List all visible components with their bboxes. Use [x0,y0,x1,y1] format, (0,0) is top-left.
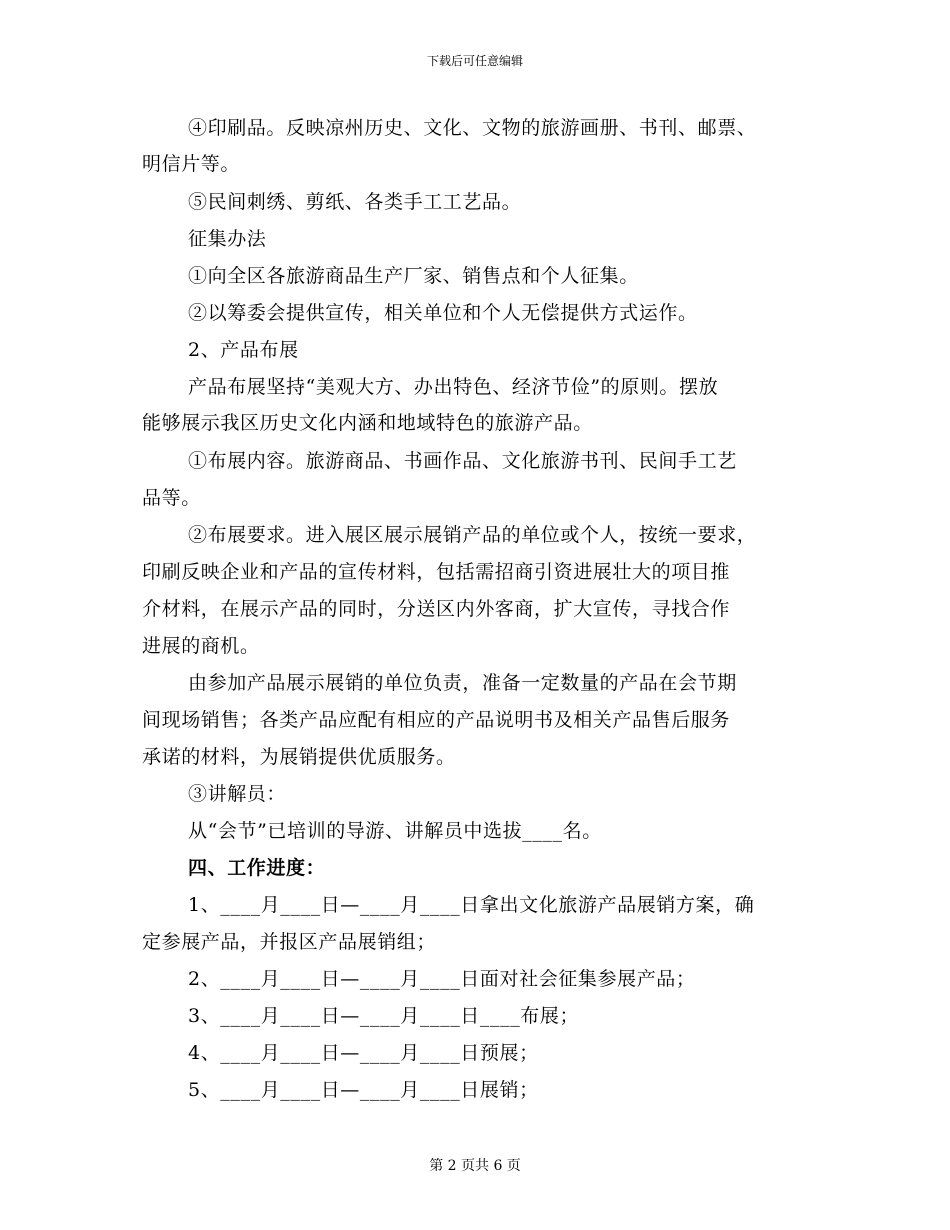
text-line: 品等。 [142,487,201,509]
schedule-item-4: 4、____月____日—____月____日预展； [188,1042,539,1064]
list-item-printed-matter: ④印刷品。反映凉州历史、文化、文物的旅游画册、书刊、邮票、 [188,117,757,139]
schedule-item-3: 3、____月____日—____月____日____布展； [188,1005,580,1027]
section-heading-collection: 征集办法 [188,228,267,250]
paragraph-line: 承诺的材料，为展销提供优质服务。 [142,746,456,768]
page-footer: 第 2 页共 6 页 [429,1158,521,1174]
schedule-item-5: 5、____月____日—____月____日展销； [188,1079,539,1101]
list-item-collection-1: ①向全区各旅游商品生产厂家、销售点和个人征集。 [188,265,639,287]
page-header: 下载后可任意编辑 [426,54,523,68]
section-heading-product-display: 2、产品布展 [188,339,299,361]
list-item-collection-2: ②以筹委会提供宣传，相关单位和个人无偿提供方式运作。 [188,302,698,324]
schedule-item-1: 1、____月____日—____月____日拿出文化旅游产品展销方案，确 [188,894,755,916]
paragraph-line: 印刷反映企业和产品的宣传材料，包括需招商引资进展壮大的项目推 [142,561,731,583]
section-heading-schedule: 四、工作进度： [188,857,326,879]
list-item-display-requirements: ②布展要求。进入展区展示展销产品的单位或个人，按统一要求， [188,524,757,546]
list-item-guides: ③讲解员： [188,783,287,805]
paragraph-line: 能够展示我区历史文化内涵和地域特色的旅游产品。 [142,412,593,434]
paragraph-line: 从“会节”已培训的导游、讲解员中选拔____名。 [188,820,602,842]
paragraph-line: 介材料，在展示产品的同时，分送区内外客商，扩大宣传，寻找合作 [142,598,731,620]
paragraph-line: 进展的商机。 [142,635,260,657]
text-line: 定参展产品，并报区产品展销组； [142,931,437,953]
paragraph-line: 由参加产品展示展销的单位负责，准备一定数量的产品在会节期 [188,672,737,694]
list-item-handicrafts: ⑤民间刺绣、剪纸、各类手工工艺品。 [188,191,522,213]
schedule-item-2: 2、____月____日—____月____日面对社会征集参展产品； [188,968,696,990]
text-line: 明信片等。 [142,153,241,175]
paragraph-line: 间现场销售；各类产品应配有相应的产品说明书及相关产品售后服务 [142,709,731,731]
paragraph-line: 产品布展坚持“美观大方、办出特色、经济节俭”的原则。摆放 [188,376,719,398]
list-item-display-content: ①布展内容。旅游商品、书画作品、文化旅游书刊、民间手工艺 [188,450,737,472]
